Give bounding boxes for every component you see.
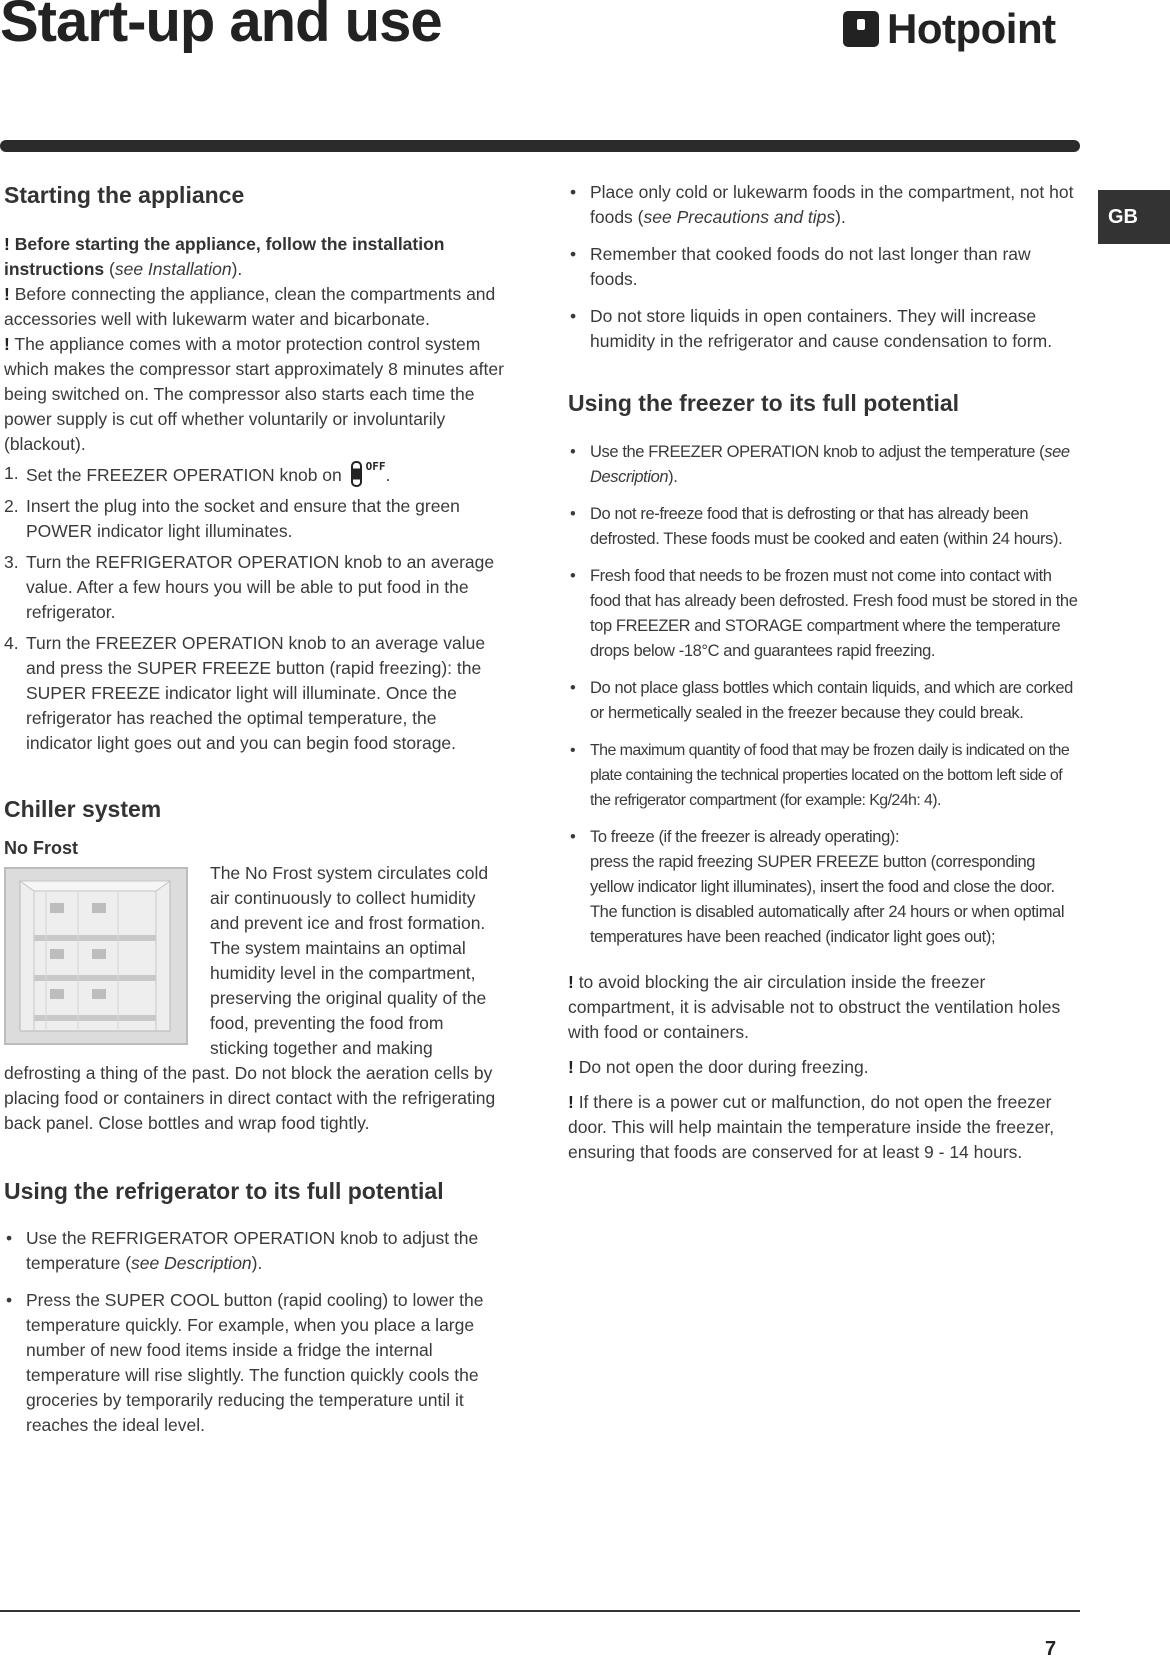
no-frost-description: The No Frost system circulates cold air continuously to collect humidity and prevent ice and frost formation. The system maintains an optimal humidity level in the compartment, preserving the original quality of the food, preventing the food from sticking together and making defrosting a thing of the past. Do not block the aeration cells by placing food or containers in direct contact with the refrigerating back panel. Close bottles and wrap food tightly.	[4, 863, 496, 1133]
section-starting-appliance	[4, 180, 504, 756]
heading-starting-appliance: Starting the appliance	[4, 182, 245, 208]
note-motor-protection: ! The appliance comes with a motor protection control system which makes the compressor start approximately 8 minutes after being switched on. The compressor also starts each time the power supply is cut off whether voluntarily or involuntarily (blackout).	[4, 334, 504, 454]
hotpoint-logo	[843, 6, 1056, 52]
step-2: 2. Insert the plug into the socket and ensure that the green POWER indicator light illuminates.	[4, 496, 460, 541]
link-see-description: see Description	[131, 1253, 252, 1273]
note-cleaning: ! Before connecting the appliance, clean the compartments and accessories well with lukewarm water and bicarbonate.	[4, 284, 496, 329]
section-chiller-system	[4, 794, 504, 1136]
language-tab: GB	[1098, 190, 1170, 244]
storage-tip-2: • Remember that cooked foods do not last longer than raw foods.	[568, 242, 1078, 292]
freezer-tips-list	[568, 440, 1078, 950]
off-knob-icon	[351, 461, 386, 487]
freezer-tip-4: • Do not place glass bottles which contain liquids, and which are corked or hermetically sealed in the freezer because they could break.	[568, 676, 1078, 726]
warning-mark: !	[4, 234, 10, 254]
storage-tips-list	[568, 180, 1078, 354]
fridge-shelves-illustration	[6, 869, 186, 1043]
freezer-note-door: ! Do not open the door during freezing.	[568, 1057, 869, 1077]
refrigerator-tip-2: • Press the SUPER COOL button (rapid cooling) to lower the temperature quickly. For example, when you place a large number of new food items inside a fridge the internal temperature will rise slightly. The function quickly cools the groceries by temporarily reducing the temperature until it reaches the ideal level.	[4, 1288, 504, 1438]
knob-icon	[351, 461, 362, 487]
fridge-interior-image	[4, 867, 188, 1045]
freezer-note-ventilation: ! to avoid blocking the air circulation inside the freezer compartment, it is advisable not to obstruct the ventilation holes with food or containers.	[568, 972, 1061, 1042]
footer-divider	[0, 1610, 1080, 1612]
page-number: 7	[1045, 1638, 1057, 1660]
freezer-tip-1: • Use the FREEZER OPERATION knob to adjust the temperature (see Description).	[568, 440, 1078, 490]
freezer-tip-3: • Fresh food that needs to be frozen must not come into contact with food that has already been defrosted. Fresh food must be stored in the top FREEZER and STORAGE compartment where the temperature drops below -18°C and guarantees rapid freezing.	[568, 564, 1078, 664]
note-installation: ! Before starting the appliance, follow the installation instructions (see Installation).	[4, 234, 445, 279]
storage-tip-1: • Place only cold or lukewarm foods in the compartment, not hot foods (see Precautions and tips).	[568, 180, 1078, 230]
heading-chiller-system: Chiller system	[4, 796, 162, 822]
freezer-tip-6: • To freeze (if the freezer is already operating): press the rapid freezing SUPER FREEZE button (corresponding yellow indicator light illuminates), insert the food and close the door. The function is disabled automatically after 24 hours or when optimal temperatures have been reached (indicator light goes out);	[568, 825, 1078, 950]
section-freezer-use	[568, 388, 1078, 1165]
freezer-tip-5: • The maximum quantity of food that may be frozen daily is indicated on the plate containing the technical properties located on the bottom left side of the refrigerator compartment (for example: Kg/24h: 4).	[568, 738, 1078, 813]
freezer-tip-2: • Do not re-freeze food that is defrosting or that has already been defrosted. These foods must be cooked and eaten (within 24 hours).	[568, 502, 1078, 552]
startup-steps	[4, 461, 504, 756]
note-installation-bold: Before starting the appliance, follow the installation instructions	[4, 234, 445, 279]
step-1: 1. Set the FREEZER OPERATION knob on OFF .	[4, 460, 391, 485]
heading-freezer-use: Using the freezer to its full potential	[568, 390, 960, 416]
header-divider	[0, 140, 1080, 152]
link-see-description: see Description	[590, 443, 1070, 486]
page-title: Start-up and use	[0, 0, 442, 54]
subheading-no-frost: No Frost	[4, 838, 78, 858]
link-see-installation: see Installation	[114, 259, 232, 279]
refrigerator-tip-1: • Use the REFRIGERATOR OPERATION knob to adjust the temperature (see Description).	[4, 1226, 504, 1276]
step-4: 4. Turn the FREEZER OPERATION knob to an average value and press the SUPER FREEZE button (rapid freezing): the SUPER FREEZE indicator light will illuminate. Once the refrigerator has reached the optimal temperature, the indicator light goes out and you can begin food storage.	[4, 633, 486, 753]
storage-tip-3: • Do not store liquids in open containers. They will increase humidity in the refrigerator and cause condensation to form.	[568, 304, 1078, 354]
link-see-precautions: see Precautions and tips	[643, 207, 836, 227]
brand-name: Hotpoint	[887, 5, 1056, 52]
off-label: OFF	[365, 460, 386, 473]
refrigerator-tips-list	[4, 1226, 504, 1438]
right-column	[568, 180, 1078, 1165]
left-column	[4, 180, 504, 1450]
section-refrigerator-use	[4, 1176, 504, 1438]
step-3: 3. Turn the REFRIGERATOR OPERATION knob to an average value. After a few hours you will be able to put food in the refrigerator.	[4, 552, 495, 622]
brand-mark-icon	[843, 11, 879, 47]
freezer-note-power-cut: ! If there is a power cut or malfunction, do not open the freezer door. This will help maintain the temperature inside the freezer, ensuring that foods are conserved for at least 9 - 14 hours.	[568, 1092, 1055, 1162]
heading-refrigerator-use: Using the refrigerator to its full potential	[4, 1178, 444, 1204]
